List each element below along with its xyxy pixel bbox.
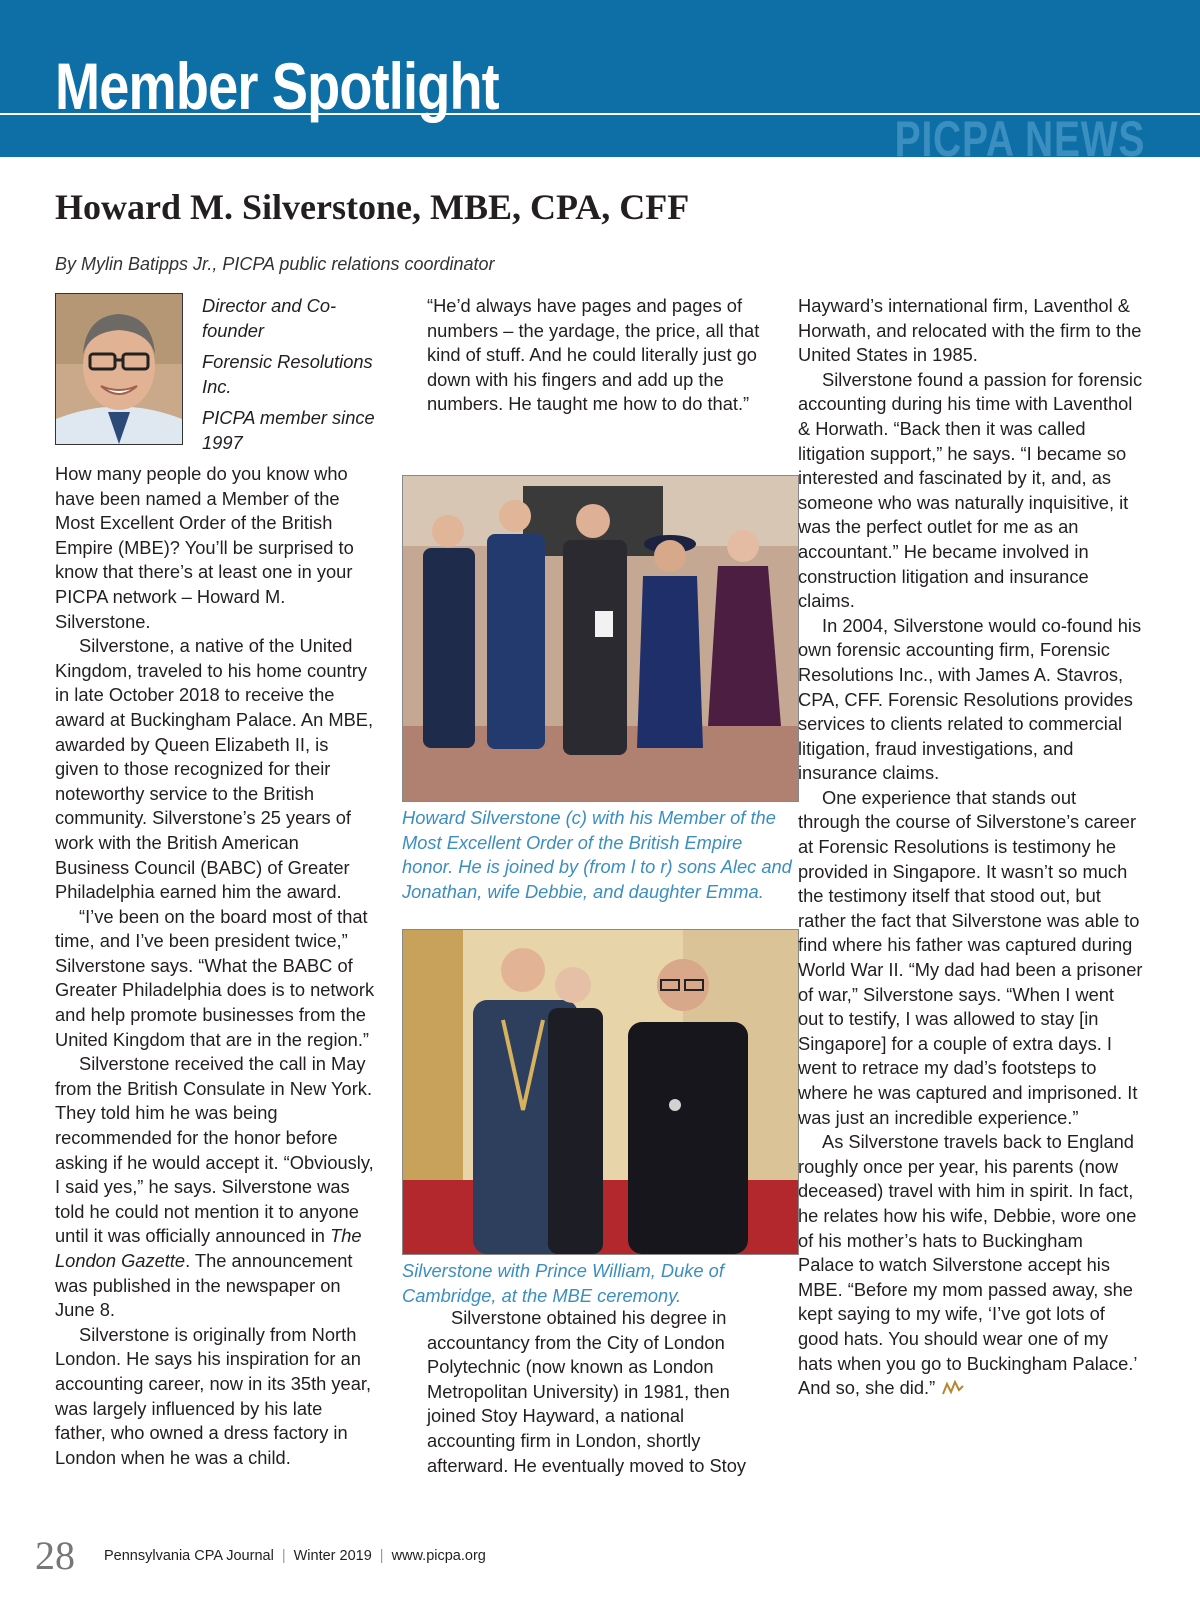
header-banner — [0, 0, 1200, 157]
byline: By Mylin Batipps Jr., PICPA public relations coordinator — [55, 254, 495, 274]
profile-member-since: PICPA member since 1997 — [202, 407, 375, 453]
paragraph: Hayward’s international firm, Laventhol & Horwath, and relocated with the firm to the United States in 1985. — [798, 295, 1142, 366]
footer-text — [104, 1548, 486, 1564]
paragraph: Silverstone, a native of the United Kingdom, traveled to his home country in late October 2018 to receive the award at Buckingham Palace. An MBE, awarded by Queen Elizabeth II, is given to those recognized for their noteworthy service to the British community. Silverstone’s 25 years of work with the British American Business Council (BABC) of Greater Philadelphia earned him the award. — [55, 635, 374, 903]
quote-paragraph: “He’d always have pages and pages of numbers – the yardage, the price, all that kind of stuff. And he could literally just go down with his fingers and add up the numbers. He taught me how to do that.” — [427, 295, 760, 415]
photo-caption: Silverstone with Prince William, Duke of Cambridge, at the MBE ceremony. — [402, 1260, 724, 1306]
paragraph — [798, 1130, 1143, 1401]
separator: | — [379, 1548, 384, 1564]
profile-company: Forensic Resolutions Inc. — [202, 351, 373, 397]
column-2-top — [427, 294, 767, 417]
family-photo — [402, 475, 799, 802]
paragraph: One experience that stands out through the course of Silverstone’s career at Forensic Resolutions is testimony he provided in Singapore. It wasn’t so much the testimony itself that stood out, but rather the fact that Silverstone was able to find where his father was captured during World War II. “My dad had been a prisoner of war,” Silverstone says. “When I went out to testify, I was allowed to stay [in Singapore] for a couple of extra days. I went to retrace my dad’s footsteps to where he was captured and imprisoned. It was just an incredible experience.” — [798, 786, 1143, 1128]
publication-title: The London Gazette — [55, 1225, 362, 1271]
end-of-article-icon — [941, 1380, 965, 1396]
paragraph: In 2004, Silverstone would co-found his own forensic accounting firm, Forensic Resolutions Inc., with James A. Stavros, CPA, CFF. Forensic Resolutions provides services to clients related to commercial litigation, fraud investigations, and insurance claims. — [798, 614, 1142, 784]
paragraph — [55, 1052, 377, 1323]
text-run: . The announcement was published in the newspaper on June 8. — [55, 1250, 353, 1321]
separator: | — [281, 1548, 286, 1564]
person — [423, 515, 475, 748]
ceremony-photo — [402, 929, 799, 1255]
paragraph: Silverstone obtained his degree in accountancy from the City of London Polytechnic (now known as London Metropolitan University) in 1981, then joined Stoy Hayward, a national accounting firm in London, shortly afterward. He eventually moved to Stoy — [427, 1307, 747, 1476]
person — [548, 967, 603, 1254]
section-tag: PICPA NEWS — [894, 111, 1145, 157]
person — [563, 504, 627, 755]
journal-name: Pennsylvania CPA Journal — [104, 1548, 274, 1564]
paragraph: Silverstone is originally from North London. He says his inspiration for an accounting career, now in its 35th year, was largely influenced by his late father, who owned a dress factory in London when he was a child. — [55, 1323, 372, 1468]
column-2-bottom — [427, 1306, 767, 1478]
issue-date: Winter 2019 — [293, 1548, 372, 1564]
profile-info — [202, 294, 392, 463]
paragraph: “I’ve been on the board most of that time, and I’ve been president twice,” Silverstone says. “What the BABC of Greater Philadelphia does is to network and help promote businesses from the United Kingdom that are in the region.” — [55, 905, 375, 1050]
section-title: Member Spotlight — [55, 49, 499, 123]
person — [487, 500, 545, 749]
paragraph: Silverstone found a passion for forensic accounting during his time with Laventhol & Horwath. “Back then it was called litigation support,” he says. “I became so interested and fascinated by it, and, as someone who was naturally inquisitive, it was the perfect outlet for me as an accountant.” He became involved in construction litigation and insurance claims. — [798, 368, 1143, 612]
text-run: Silverstone received the call in May from the British Consulate in New York. They told him he was being recommended for the honor before asking if he would accept it. “Obviously, I said yes,” he says. Silverstone was told he could not mention it to anyone until it was officially announced in — [55, 1053, 374, 1247]
column-3 — [798, 294, 1143, 1401]
paragraph: How many people do you know who have been named a Member of the Most Excellent Order of the British Empire (MBE)? You’ll be surprised to know that there’s at least one in your PICPA network – Howard M. Silverstone. — [55, 463, 354, 632]
portrait-photo — [55, 293, 183, 445]
column-1 — [55, 462, 377, 1470]
website-link[interactable]: www.picpa.org — [391, 1548, 486, 1564]
text-run: As Silverstone travels back to England roughly once per year, his parents (now deceased) travel with him in spirit. In fact, he relates how his wife, Debbie, wore one of his mother’s hats to Buckingham Palace to watch Silverstone accept his MBE. “Before my mom passed away, she kept saying to my wife, ‘I’ve got lots of good hats. You should wear one of my hats when you go to Buckingham Palace.’ And so, she did.” — [798, 1131, 1137, 1399]
profile-role: Director and Co-founder — [202, 295, 337, 341]
article-headline: Howard M. Silverstone, MBE, CPA, CFF — [55, 187, 690, 227]
page-number: 28 — [35, 1533, 75, 1578]
photo-caption: Howard Silverstone (c) with his Member of the Most Excellent Order of the British Empire honor. He is joined by (from l to r) sons Alec and Jonathan, wife Debbie, and daughter Emma. — [402, 807, 792, 902]
